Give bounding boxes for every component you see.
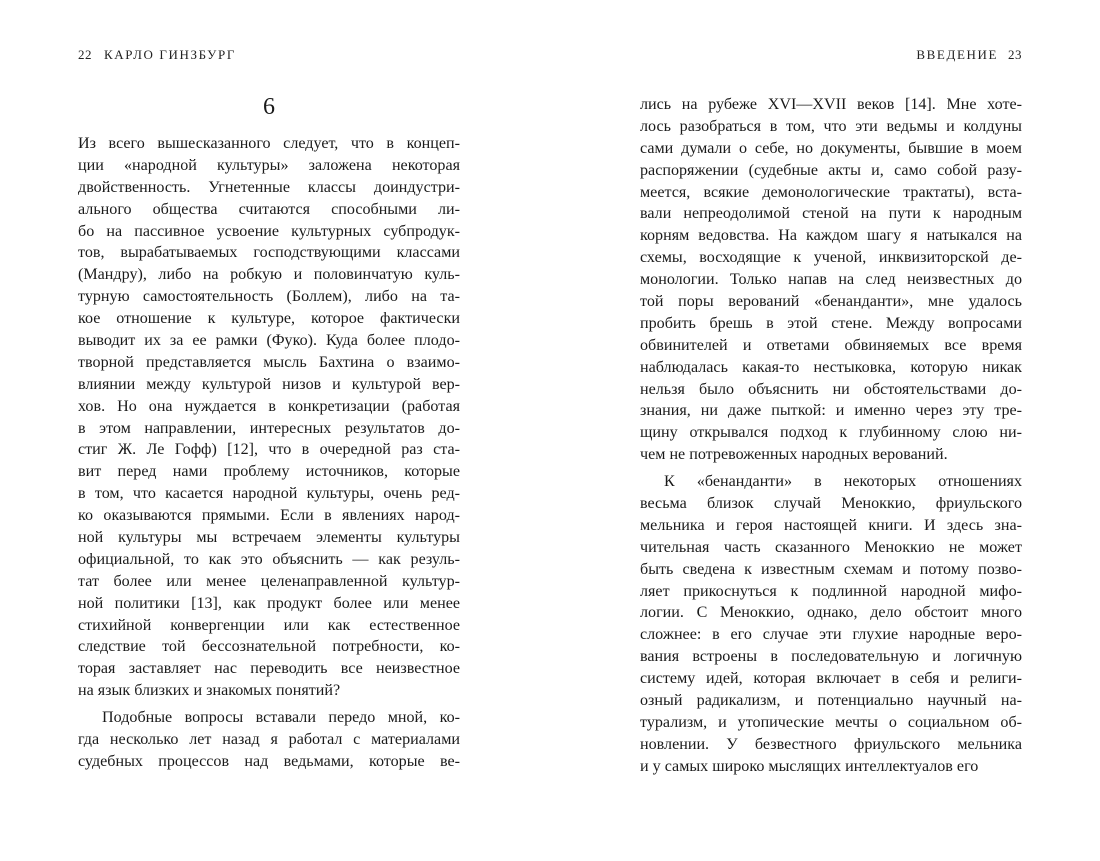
text-line: тов, вырабатываемых господствующими классами: [78, 244, 460, 262]
text-line: ко оказываются прямыми. Если в явлениях народ-: [78, 507, 460, 525]
text-line: обвинителей и ответами обвиняемых все время: [640, 336, 1022, 354]
paragraph: [78, 133, 460, 702]
text-line: сами думали о себе, но документы, бывшие в моем: [640, 139, 1022, 157]
text-line: нельзя было объяснить ни обстоятельствами до-: [640, 380, 1022, 398]
text-line: меется, всякие демонологические трактаты), вста-: [640, 183, 1022, 201]
left-page-number: 22: [78, 47, 92, 62]
text-line: следствие той бессознательной потребности, ко-: [78, 638, 460, 656]
text-line: вит перед нами проблему источников, которые: [78, 463, 460, 481]
text-line: и у самых широко мыслящих интеллектуалов его: [640, 757, 979, 775]
right-text-column: [640, 94, 1022, 778]
text-line: наблюдалась какая-то нестыковка, которую никак: [640, 358, 1022, 376]
text-line: мельника и героя настоящей книги. И здесь зна-: [640, 516, 1022, 534]
text-line: бо на пассивное усвоение культурных субпродук-: [78, 222, 460, 240]
right-running-head-title: ВВЕДЕНИЕ: [916, 47, 998, 62]
text-line: выводит их за ее рамки (Фуко). Куда более плодо-: [78, 332, 460, 350]
text-line: лись на рубеже XVI—XVII веков [14]. Мне хоте-: [640, 96, 1022, 113]
text-line: турализм, и утопические мечты о социальном об-: [640, 713, 1022, 731]
right-running-head: [916, 47, 1022, 63]
text-line: новлении. У безвестного фриульского мельника: [640, 735, 1022, 753]
text-line: сложнее: в его случае эти глухие народные веро-: [640, 626, 1022, 644]
text-line: озный радикализм, и потенциально научный на-: [640, 692, 1022, 710]
text-line: в том, что касается народной культуры, очень ред-: [78, 485, 460, 503]
text-line: монологии. Только напав на след неизвестных до: [640, 271, 1022, 289]
text-line: быть сведена к известным схемам и потому позво-: [640, 560, 1022, 578]
text-line: гда несколько лет назад я работал с материалами: [78, 731, 460, 749]
text-line: Подобные вопросы вставали передо мной, ко-: [102, 709, 460, 727]
section-number: 6: [263, 94, 275, 120]
text-line: стиг Ж. Ле Гофф) [12], что в очередной раз ста-: [78, 441, 460, 459]
text-line: той поры верований «бенанданти», мне удалось: [640, 293, 1022, 311]
text-line: тат более или менее целенаправленной культур-: [78, 572, 460, 590]
text-line: на язык близких и знакомых понятий?: [78, 682, 341, 700]
text-line: ального общества считаются способными ли-: [78, 200, 460, 218]
text-line: ной политики [13], как продукт более или менее: [78, 594, 460, 612]
text-line: Из всего вышесказанного следует, что в концеп-: [78, 135, 460, 152]
right-page-number: 23: [1008, 47, 1022, 62]
text-line: ной культуры мы встречаем элементы культуры: [78, 529, 460, 547]
text-line: К «бенанданти» в некоторых отношениях: [664, 473, 1022, 491]
text-line: щину открывался подход к глубинному слою ни-: [640, 424, 1022, 442]
right-page: [550, 0, 1100, 861]
text-line: чем не потревоженных народных верований.: [640, 446, 948, 464]
text-line: весьма близок случай Меноккио, фриульского: [640, 495, 1022, 513]
left-running-head: [78, 47, 236, 63]
text-line: в этом направлении, интересных результатов до-: [78, 419, 460, 437]
text-line: (Мандру), либо на робкую и половинчатую куль-: [78, 266, 460, 284]
text-line: официальной, то как это объяснить — как резуль-: [78, 550, 460, 568]
left-running-head-title: КАРЛО ГИНЗБУРГ: [104, 47, 236, 62]
text-line: ляет прикоснуться к подлинной народной мифо-: [640, 582, 1022, 600]
paragraph: [640, 471, 1022, 777]
paragraph: [640, 94, 1022, 466]
text-line: чительная часть сказанного Меноккио не может: [640, 538, 1022, 556]
text-line: лось разобраться в том, что эти ведьмы и колдуны: [640, 117, 1022, 135]
text-line: кое отношение к культуре, которое фактически: [78, 310, 460, 328]
text-line: творной представляется мысль Бахтина о взаимо-: [78, 353, 460, 371]
text-line: систему идей, которая включает в себя и религи-: [640, 670, 1022, 688]
text-line: торая заставляет нас переводить все неизвестное: [78, 660, 460, 678]
left-text-column: [78, 133, 460, 773]
text-line: логии. С Меноккио, однако, дело обстоит много: [640, 604, 1022, 622]
text-line: ции «народной культуры» заложена некоторая: [78, 156, 460, 174]
text-line: схемы, восходящие к ученой, инквизиторской де-: [640, 249, 1022, 267]
text-line: корням ведовства. На каждом шагу я натыкался на: [640, 227, 1022, 245]
text-line: хов. Но она нуждается в конкретизации (работая: [78, 397, 460, 415]
text-line: знания, ни даже пыткой: и именно через эту тре-: [640, 402, 1022, 420]
text-line: вания встроены в последовательную и логичную: [640, 648, 1022, 666]
text-line: вали непреодолимой стеной на пути к народным: [640, 205, 1022, 223]
paragraph: [78, 707, 460, 773]
text-line: пробить брешь в этой стене. Между вопросами: [640, 314, 1022, 332]
text-line: стихийной конвергенции или как естественное: [78, 616, 460, 634]
text-line: турную самостоятельность (Боллем), либо на та-: [78, 288, 460, 306]
text-line: влиянии между культурой низов и культурой вер-: [78, 375, 460, 393]
text-line: распоряжении (судебные акты и, само собой разу-: [640, 161, 1022, 179]
text-line: двойственность. Угнетенные классы доиндустри-: [78, 178, 460, 196]
text-line: судебных процессов над ведьмами, которые ве-: [78, 752, 460, 770]
